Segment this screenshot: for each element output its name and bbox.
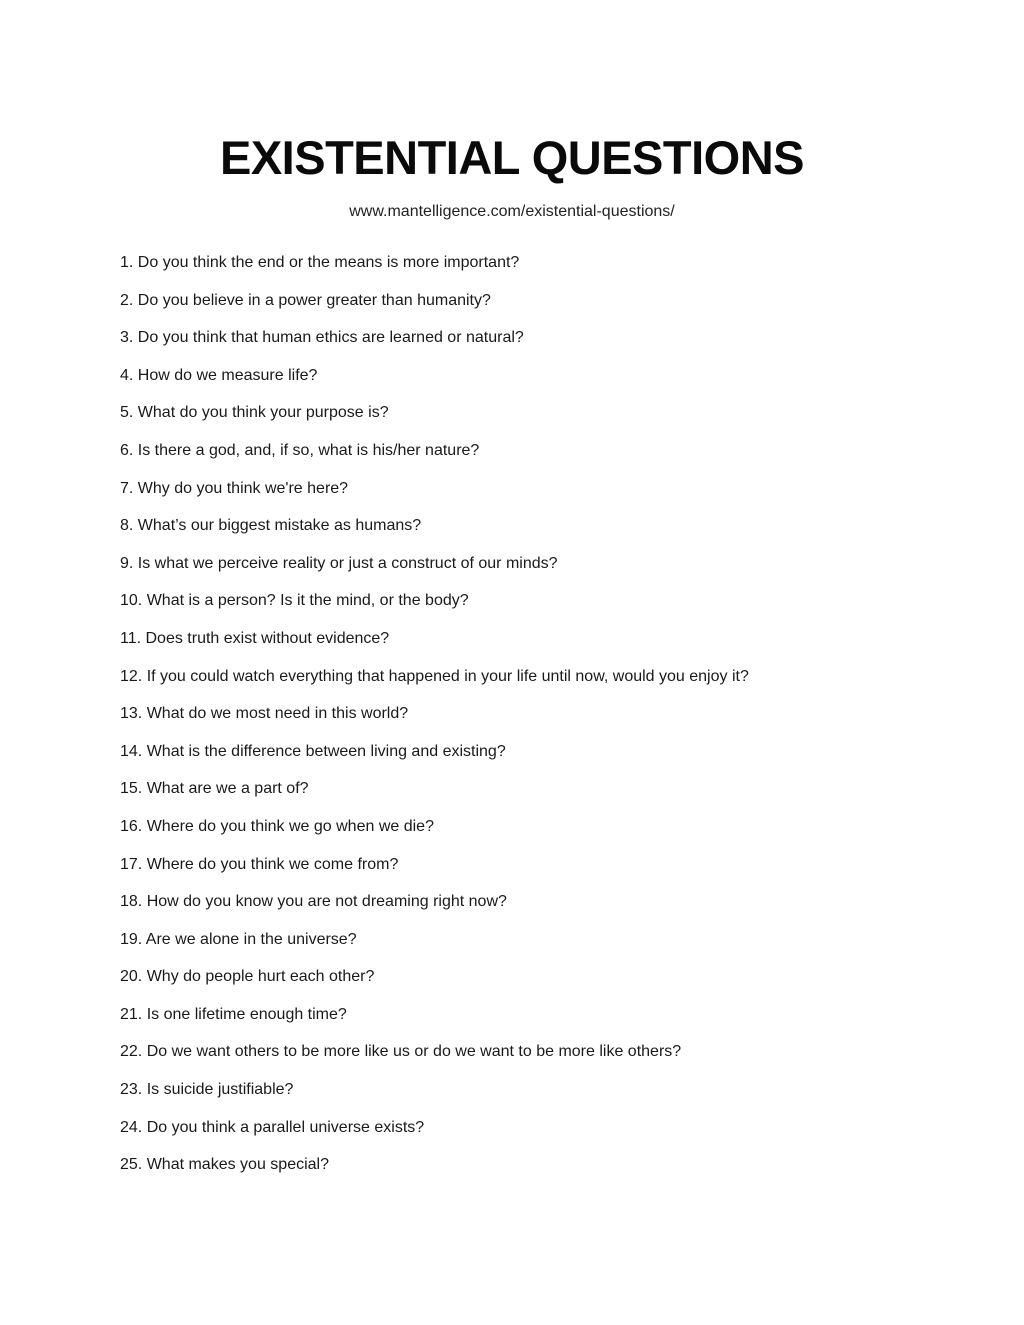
question-item: 2. Do you believe in a power greater than humanity?	[120, 291, 491, 309]
question-item: 25. What makes you special?	[120, 1156, 329, 1174]
question-item: 11. Does truth exist without evidence?	[120, 629, 390, 647]
question-item: 18. How do you know you are not dreaming right now?	[120, 893, 507, 911]
question-item: 9. Is what we perceive reality or just a construct of our minds?	[120, 554, 558, 572]
question-list	[120, 253, 749, 1193]
question-item: 10. What is a person? Is it the mind, or the body?	[120, 592, 469, 610]
question-item: 23. Is suicide justifiable?	[120, 1081, 294, 1099]
question-item: 16. Where do you think we go when we die?	[120, 817, 434, 835]
question-item: 7. Why do you think we're here?	[120, 479, 349, 497]
question-item: 22. Do we want others to be more like us or do we want to be more like others?	[120, 1043, 682, 1061]
question-item: 15. What are we a part of?	[120, 780, 309, 798]
question-item: 1. Do you think the end or the means is more important?	[120, 254, 520, 271]
question-item: 8. What’s our biggest mistake as humans?	[120, 517, 422, 535]
question-item: 17. Where do you think we come from?	[120, 855, 399, 873]
question-item: 4. How do we measure life?	[120, 366, 318, 384]
question-item: 20. Why do people hurt each other?	[120, 968, 375, 986]
question-item: 13. What do we most need in this world?	[120, 705, 409, 723]
question-item: 6. Is there a god, and, if so, what is his/her nature?	[120, 441, 480, 459]
source-url: www.mantelligence.com/existential-questions/	[349, 203, 675, 220]
question-item: 24. Do you think a parallel universe exists?	[120, 1118, 425, 1136]
question-item: 21. Is one lifetime enough time?	[120, 1005, 347, 1023]
question-item: 3. Do you think that human ethics are learned or natural?	[120, 329, 524, 347]
question-item: 12. If you could watch everything that happened in your life until now, would you enjoy it?	[120, 667, 749, 685]
question-item: 14. What is the difference between living and existing?	[120, 742, 506, 760]
question-item: 19. Are we alone in the universe?	[120, 930, 357, 948]
question-item: 5. What do you think your purpose is?	[120, 404, 389, 422]
page-title: EXISTENTIAL QUESTIONS	[219, 131, 805, 184]
